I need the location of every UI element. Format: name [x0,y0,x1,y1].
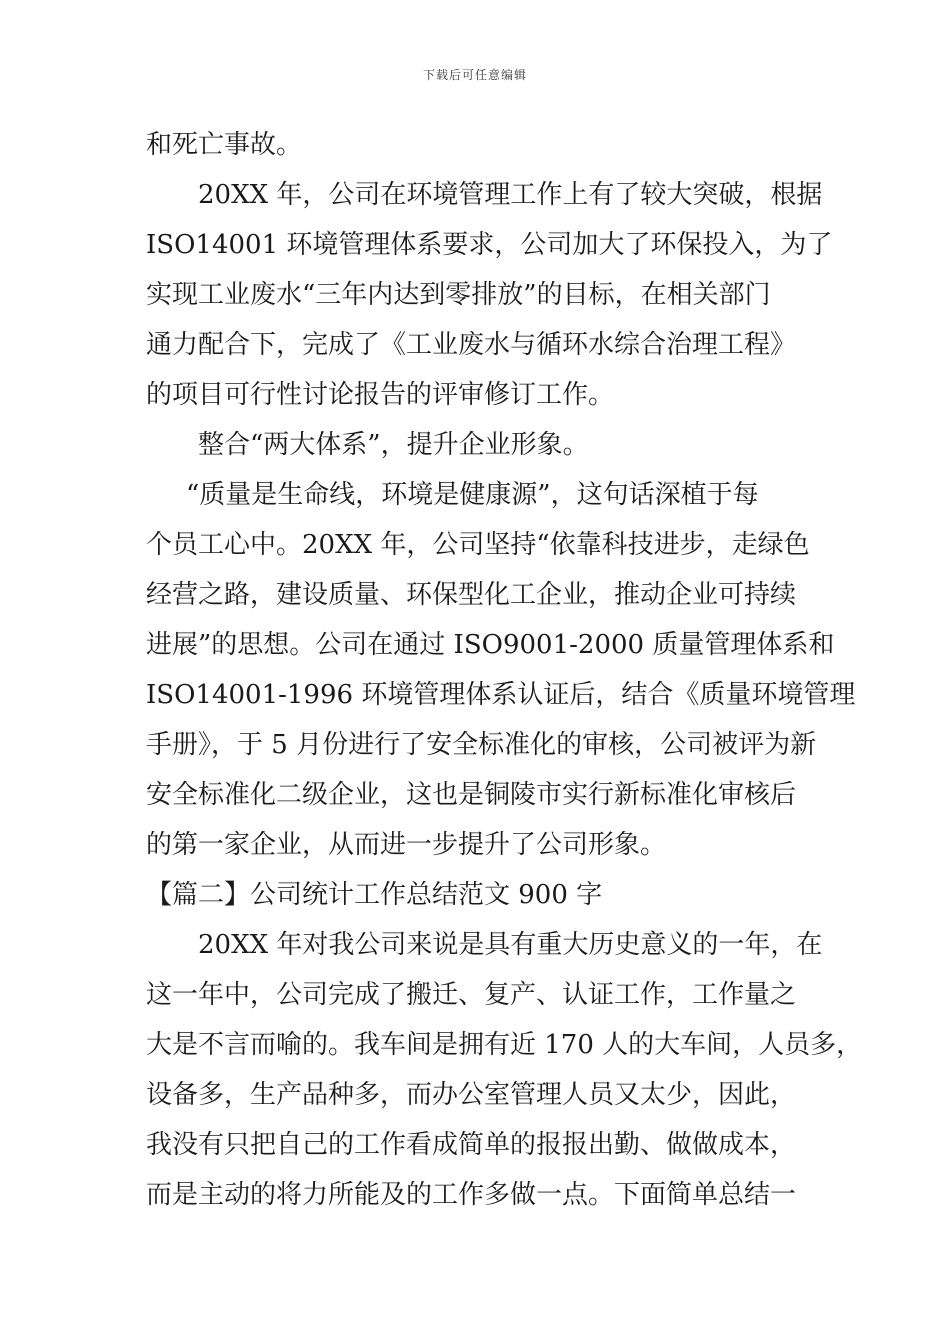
text-line: 手册》，于 5 月份进行了安全标准化的审核，公司被评为新 [146,730,817,760]
text-line: 经营之路，建设质量、环保型化工企业，推动企业可持续 [146,580,797,610]
section-subheading: 整合“两大体系”，提升企业形象。 [198,430,589,460]
text-line: 安全标准化二级企业，这也是铜陵市实行新标准化审核后 [146,780,797,810]
document-body [146,130,863,1230]
page-header-note: 下载后可任意编辑 [422,68,527,82]
text-line: 实现工业废水“三年内达到零排放”的目标，在相关部门 [146,280,771,310]
text-line: 的项目可行性讨论报告的评审修订工作。 [146,380,615,410]
text-line: “质量是生命线，环境是健康源”，这句话深植于每 [186,480,759,510]
text-line: ISO14001 环境管理体系要求，公司加大了环保投入，为了 [146,230,833,260]
section-heading: 【篇二】公司统计工作总结范文 900 字 [146,880,603,910]
text-line: 20XX 年，公司在环境管理工作上有了较大突破，根据 [198,180,823,210]
text-line: 的第一家企业，从而进一步提升了公司形象。 [146,830,667,860]
text-line: 而是主动的将力所能及的工作多做一点。下面简单总结一 [146,1180,797,1210]
text-line: 个员工心中。20XX 年，公司坚持“依靠科技进步，走绿色 [146,530,810,560]
text-line: 大是不言而喻的。我车间是拥有近 170 人的大车间，人员多， [146,1030,863,1060]
text-line: 进展”的思想。公司在通过 ISO9001-2000 质量管理体系和 [146,630,835,660]
text-line: ISO14001-1996 环境管理体系认证后，结合《质量环境管理 [146,680,856,710]
text-line: 这一年中，公司完成了搬迁、复产、认证工作，工作量之 [146,980,797,1010]
text-line: 20XX 年对我公司来说是具有重大历史意义的一年，在 [198,930,823,960]
text-line: 我没有只把自己的工作看成简单的报报出勤、做做成本， [146,1130,797,1160]
text-line: 和死亡事故。 [146,130,303,160]
text-line: 通力配合下，完成了《工业废水与循环水综合治理工程》 [146,330,797,360]
text-line: 设备多，生产品种多，而办公室管理人员又太少，因此， [146,1080,797,1110]
